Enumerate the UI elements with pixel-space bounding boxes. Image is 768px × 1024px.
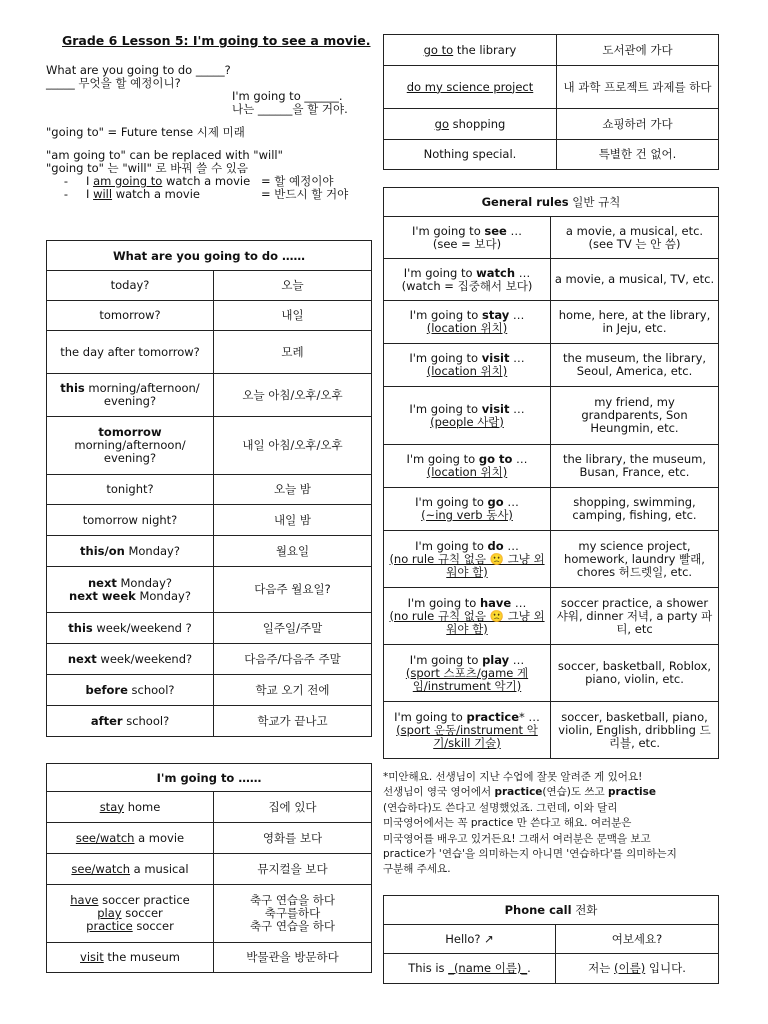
phrase-en: go shopping xyxy=(384,109,557,140)
activity-ko: 축구 연습을 하다 축구를하다 축구 연습을 하다 xyxy=(214,885,372,943)
time-expression-ko: 오늘 xyxy=(214,271,372,301)
rule-examples: soccer, basketball, piano, violin, English, dribbling 드리블, etc. xyxy=(551,702,719,759)
rules-table-header: General rules 일반 규칙 xyxy=(384,188,719,217)
time-expression-en: this/on Monday? xyxy=(47,536,214,567)
rule-verb: I'm going to watch … (watch = 집중해서 보다) xyxy=(384,259,551,301)
rule-verb: I'm going to practice* … (sport 운동/instrument 악기/skill 기술) xyxy=(384,702,551,759)
table-row xyxy=(47,475,372,505)
future-tense-note: "going to" = Future tense 시제 미래 xyxy=(46,125,245,139)
question-en: What are you going to do _____? xyxy=(46,63,231,77)
time-expression-en: tomorrow? xyxy=(47,301,214,331)
table-row xyxy=(47,301,372,331)
activity-en: see/watch a movie xyxy=(47,823,214,854)
time-expression-ko: 오늘 밤 xyxy=(214,475,372,505)
table-row xyxy=(47,823,372,854)
page-title: Grade 6 Lesson 5: I'm going to see a movie. xyxy=(62,33,371,48)
time-expression-en: today? xyxy=(47,271,214,301)
phone-table-header: Phone call 전화 xyxy=(384,896,719,925)
table-row xyxy=(384,35,719,66)
phrase-ko: 특별한 건 없어. xyxy=(557,140,719,170)
table-row xyxy=(384,488,719,531)
table-row xyxy=(47,885,372,943)
rule-verb: I'm going to play … (sport 스포츠/game 게임/instrument 악기) xyxy=(384,645,551,702)
table-row xyxy=(384,301,719,344)
phrase-en: Nothing special. xyxy=(384,140,557,170)
table-row xyxy=(384,259,719,301)
phone-call-table xyxy=(383,895,719,984)
time-expression-en: after school? xyxy=(47,706,214,737)
bullet-am-going-to: - I am going to watch a movie = 할 예정이야 xyxy=(63,174,334,188)
answer-ko: 나는 ______을 할 거야. xyxy=(232,102,348,116)
activity-en: visit the museum xyxy=(47,943,214,973)
table-row xyxy=(47,417,372,475)
question-ko: _____ 무엇을 할 예정이니? xyxy=(46,76,181,90)
activity-ko: 집에 있다 xyxy=(214,792,372,823)
table-row: Hello? ↗ 여보세요? xyxy=(384,925,719,954)
table-row xyxy=(47,706,372,737)
time-expression-en: tonight? xyxy=(47,475,214,505)
phrase-ko: 쇼핑하러 가다 xyxy=(557,109,719,140)
activity-ko: 뮤지컬을 보다 xyxy=(214,854,372,885)
table-row xyxy=(47,567,372,613)
rule-verb: I'm going to go to … (location 위치) xyxy=(384,445,551,488)
table-row xyxy=(47,644,372,675)
table-row xyxy=(384,702,719,759)
activities-table xyxy=(46,763,372,973)
rule-verb: I'm going to stay … (location 위치) xyxy=(384,301,551,344)
rule-verb: I'm going to see … (see = 보다) xyxy=(384,217,551,259)
rule-verb: I'm going to visit … (location 위치) xyxy=(384,344,551,387)
table-row xyxy=(47,536,372,567)
time-expression-en: next week/weekend? xyxy=(47,644,214,675)
table-row xyxy=(47,613,372,644)
phrase-en: go to the library xyxy=(384,35,557,66)
rule-verb: I'm going to visit … (people 사람) xyxy=(384,387,551,445)
time-table-header: What are you going to do …… xyxy=(47,241,372,271)
table-row xyxy=(47,943,372,973)
table-row xyxy=(384,531,719,588)
time-expression-en: this morning/afternoon/ evening? xyxy=(47,374,214,417)
time-expression-ko: 월요일 xyxy=(214,536,372,567)
replace-note-ko: "going to" 는 "will" 로 바꿔 쓸 수 있음 xyxy=(46,161,248,175)
time-expression-en: this week/weekend ? xyxy=(47,613,214,644)
time-expression-ko: 다음주 월요일? xyxy=(214,567,372,613)
rule-examples: shopping, swimming, camping, fishing, etc. xyxy=(551,488,719,531)
time-expression-en: next Monday? next week Monday? xyxy=(47,567,214,613)
time-expression-ko: 다음주/다음주 주말 xyxy=(214,644,372,675)
time-expression-ko: 내일 밤 xyxy=(214,505,372,536)
table-row xyxy=(384,387,719,445)
table-row xyxy=(384,109,719,140)
rule-examples: my science project, homework, laundry 빨래, chores 허드렛일, etc. xyxy=(551,531,719,588)
table-row xyxy=(47,505,372,536)
table-row xyxy=(384,588,719,645)
time-expression-en: before school? xyxy=(47,675,214,706)
time-expression-ko: 학교 오기 전에 xyxy=(214,675,372,706)
rule-examples: the museum, the library, Seoul, America, etc. xyxy=(551,344,719,387)
table-row xyxy=(384,445,719,488)
rule-verb: I'm going to go … (~ing verb 동사) xyxy=(384,488,551,531)
rule-examples: soccer practice, a shower 샤워, dinner 저녁, a party 파티, etc xyxy=(551,588,719,645)
time-expression-ko: 내일 아침/오후/오후 xyxy=(214,417,372,475)
activity-ko: 박물관을 방문하다 xyxy=(214,943,372,973)
activity-en: see/watch a musical xyxy=(47,854,214,885)
time-expression-en: tomorrow night? xyxy=(47,505,214,536)
replace-note-en: "am going to" can be replaced with "will" xyxy=(46,148,283,162)
rule-examples: my friend, my grandparents, Son Heungmin, etc. xyxy=(551,387,719,445)
table-row xyxy=(384,140,719,170)
table-row xyxy=(47,331,372,374)
table-row xyxy=(47,271,372,301)
table-row xyxy=(47,854,372,885)
phrase-en: do my science project xyxy=(384,66,557,109)
rule-examples: soccer, basketball, Roblox, piano, violin, etc. xyxy=(551,645,719,702)
time-expression-ko: 내일 xyxy=(214,301,372,331)
rule-examples: home, here, at the library, in Jeju, etc. xyxy=(551,301,719,344)
activity-ko: 영화를 보다 xyxy=(214,823,372,854)
answer-en: I'm going to ______. xyxy=(232,89,343,103)
table-row xyxy=(384,344,719,387)
activities-table-header: I'm going to …… xyxy=(47,764,372,792)
time-expression-en: tomorrow morning/afternoon/ evening? xyxy=(47,417,214,475)
rule-verb: I'm going to have … (no rule 규칙 없음 🙁 그냥 외워야 함) xyxy=(384,588,551,645)
table-row xyxy=(384,645,719,702)
activity-en: stay home xyxy=(47,792,214,823)
time-expression-ko: 일주일/주말 xyxy=(214,613,372,644)
time-expression-en: the day after tomorrow? xyxy=(47,331,214,374)
table-row: This is _(name 이름)_. 저는 (이름) 입니다. xyxy=(384,954,719,984)
table-row xyxy=(47,374,372,417)
intro-section xyxy=(46,64,376,201)
rule-verb: I'm going to do … (no rule 규칙 없음 🙁 그냥 외워야 함) xyxy=(384,531,551,588)
bullet-will: - I will watch a movie = 반드시 할 거야 xyxy=(63,187,349,201)
table-row xyxy=(384,217,719,259)
phrases-table xyxy=(383,34,719,170)
time-expression-ko: 오늘 아침/오후/오후 xyxy=(214,374,372,417)
table-row xyxy=(47,675,372,706)
general-rules-table xyxy=(383,187,719,759)
correction-note: *미안해요. 선생님이 지난 수업에 잘못 알려준 게 있어요! 선생님이 영국 영어에서 practice(연습)도 쓰고 practise (연습하다)도 쓴다고 설명했었죠. 그런데, 이와 달리 미국영어에서는 꼭 practice 만 쓴다고 해요. 여러분은 미국영어를 배우고 있거든요! 그래서 여러분은 문맥을 보고 practice가 '연습'을 의미하는지 아니면 '연습하다'를 의미하는지 구분해 주세요. xyxy=(383,771,677,876)
time-expression-ko: 모레 xyxy=(214,331,372,374)
activity-en: have soccer practice play soccer practice soccer xyxy=(47,885,214,943)
table-row xyxy=(47,792,372,823)
table-row xyxy=(384,66,719,109)
time-expression-ko: 학교가 끝나고 xyxy=(214,706,372,737)
phrase-ko: 내 과학 프로젝트 과제를 하다 xyxy=(557,66,719,109)
time-expressions-table xyxy=(46,240,372,737)
phrase-ko: 도서관에 가다 xyxy=(557,35,719,66)
rule-examples: a movie, a musical, TV, etc. xyxy=(551,259,719,301)
rule-examples: the library, the museum, Busan, France, etc. xyxy=(551,445,719,488)
rule-examples: a movie, a musical, etc. (see TV 는 안 씀) xyxy=(551,217,719,259)
